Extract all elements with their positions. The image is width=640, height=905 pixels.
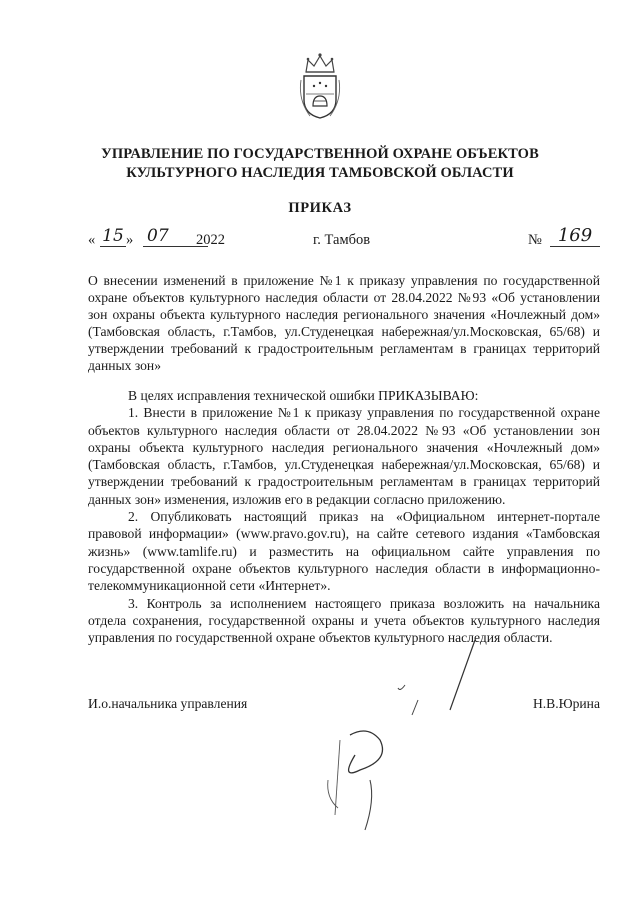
date-year: 2022 bbox=[196, 232, 225, 248]
handwritten-signature bbox=[300, 630, 500, 840]
order-item-1: 1. Внести в приложение №1 к приказу управления по государственной охране объектов культурного наследия области от 28.04.2022 №93 «Об установлении зон охраны объекта культурного наследия регионального значения «Ночлежный дом» (Тамбовская область, г.Тамбов, ул.Студенецкая набережная/ул.Московская, 65/68) и утверждении требований к градостроительным регламентам в границах территорий данных зон» изменения, изложив его в редакции согласно приложению. bbox=[88, 405, 600, 507]
tambov-coat-of-arms-icon bbox=[298, 50, 342, 120]
order-number: 169 bbox=[550, 226, 600, 247]
organization-name bbox=[60, 145, 580, 183]
dateline bbox=[88, 226, 600, 252]
date-open-quote: « bbox=[88, 232, 96, 248]
document-type: ПРИКАЗ bbox=[288, 200, 352, 216]
org-line-1: УПРАВЛЕНИЕ ПО ГОСУДАРСТВЕННОЙ ОХРАНЕ ОБЪЕКТОВ bbox=[101, 146, 539, 162]
date-month: 07 bbox=[143, 226, 208, 247]
order-subject: О внесении изменений в приложение №1 к приказу управления по государственной охране объектов культурного наследия области от 28.04.2022 №93 «Об установлении зон охраны объекта культурного наследия регионального значения «Ночлежный дом» (Тамбовская область, г.Тамбов, ул.Студенецкая набережная/ул.Московская, 65/68) и утверждении требований к градостроительным регламентам в границах территорий данных зон» bbox=[88, 273, 600, 373]
signer-name: Н.В.Юрина bbox=[532, 696, 600, 711]
number-label: № bbox=[528, 232, 542, 248]
order-item-2: 2. Опубликовать настоящий приказ на «Официальном интернет-портале правовой информации» (www.pravo.gov.ru), на сайте сетевого издания «Тамбовская жизнь» (www.tamlife.ru) и разместить на официальном сайте управления по государственной охране объектов культурного наследия области в информационно-телекоммуникационной сети «Интернет». bbox=[88, 509, 600, 594]
date-close-quote: » bbox=[126, 232, 134, 248]
city: г. Тамбов bbox=[313, 232, 371, 248]
order-intro: В целях исправления технической ошибки ПРИКАЗЫВАЮ: bbox=[128, 388, 479, 403]
date-day: 15 bbox=[100, 226, 126, 247]
order-item-3: 3. Контроль за исполнением настоящего приказа возложить на начальника отдела сохранения, государственной охраны и учета объектов культурного наследия управления по государственной охране объектов культурного наследия области. bbox=[88, 595, 600, 646]
signer-position: И.о.начальника управления bbox=[88, 696, 248, 711]
order-body bbox=[88, 387, 600, 646]
org-line-2: КУЛЬТУРНОГО НАСЛЕДИЯ ТАМБОВСКОЙ ОБЛАСТИ bbox=[126, 165, 514, 181]
